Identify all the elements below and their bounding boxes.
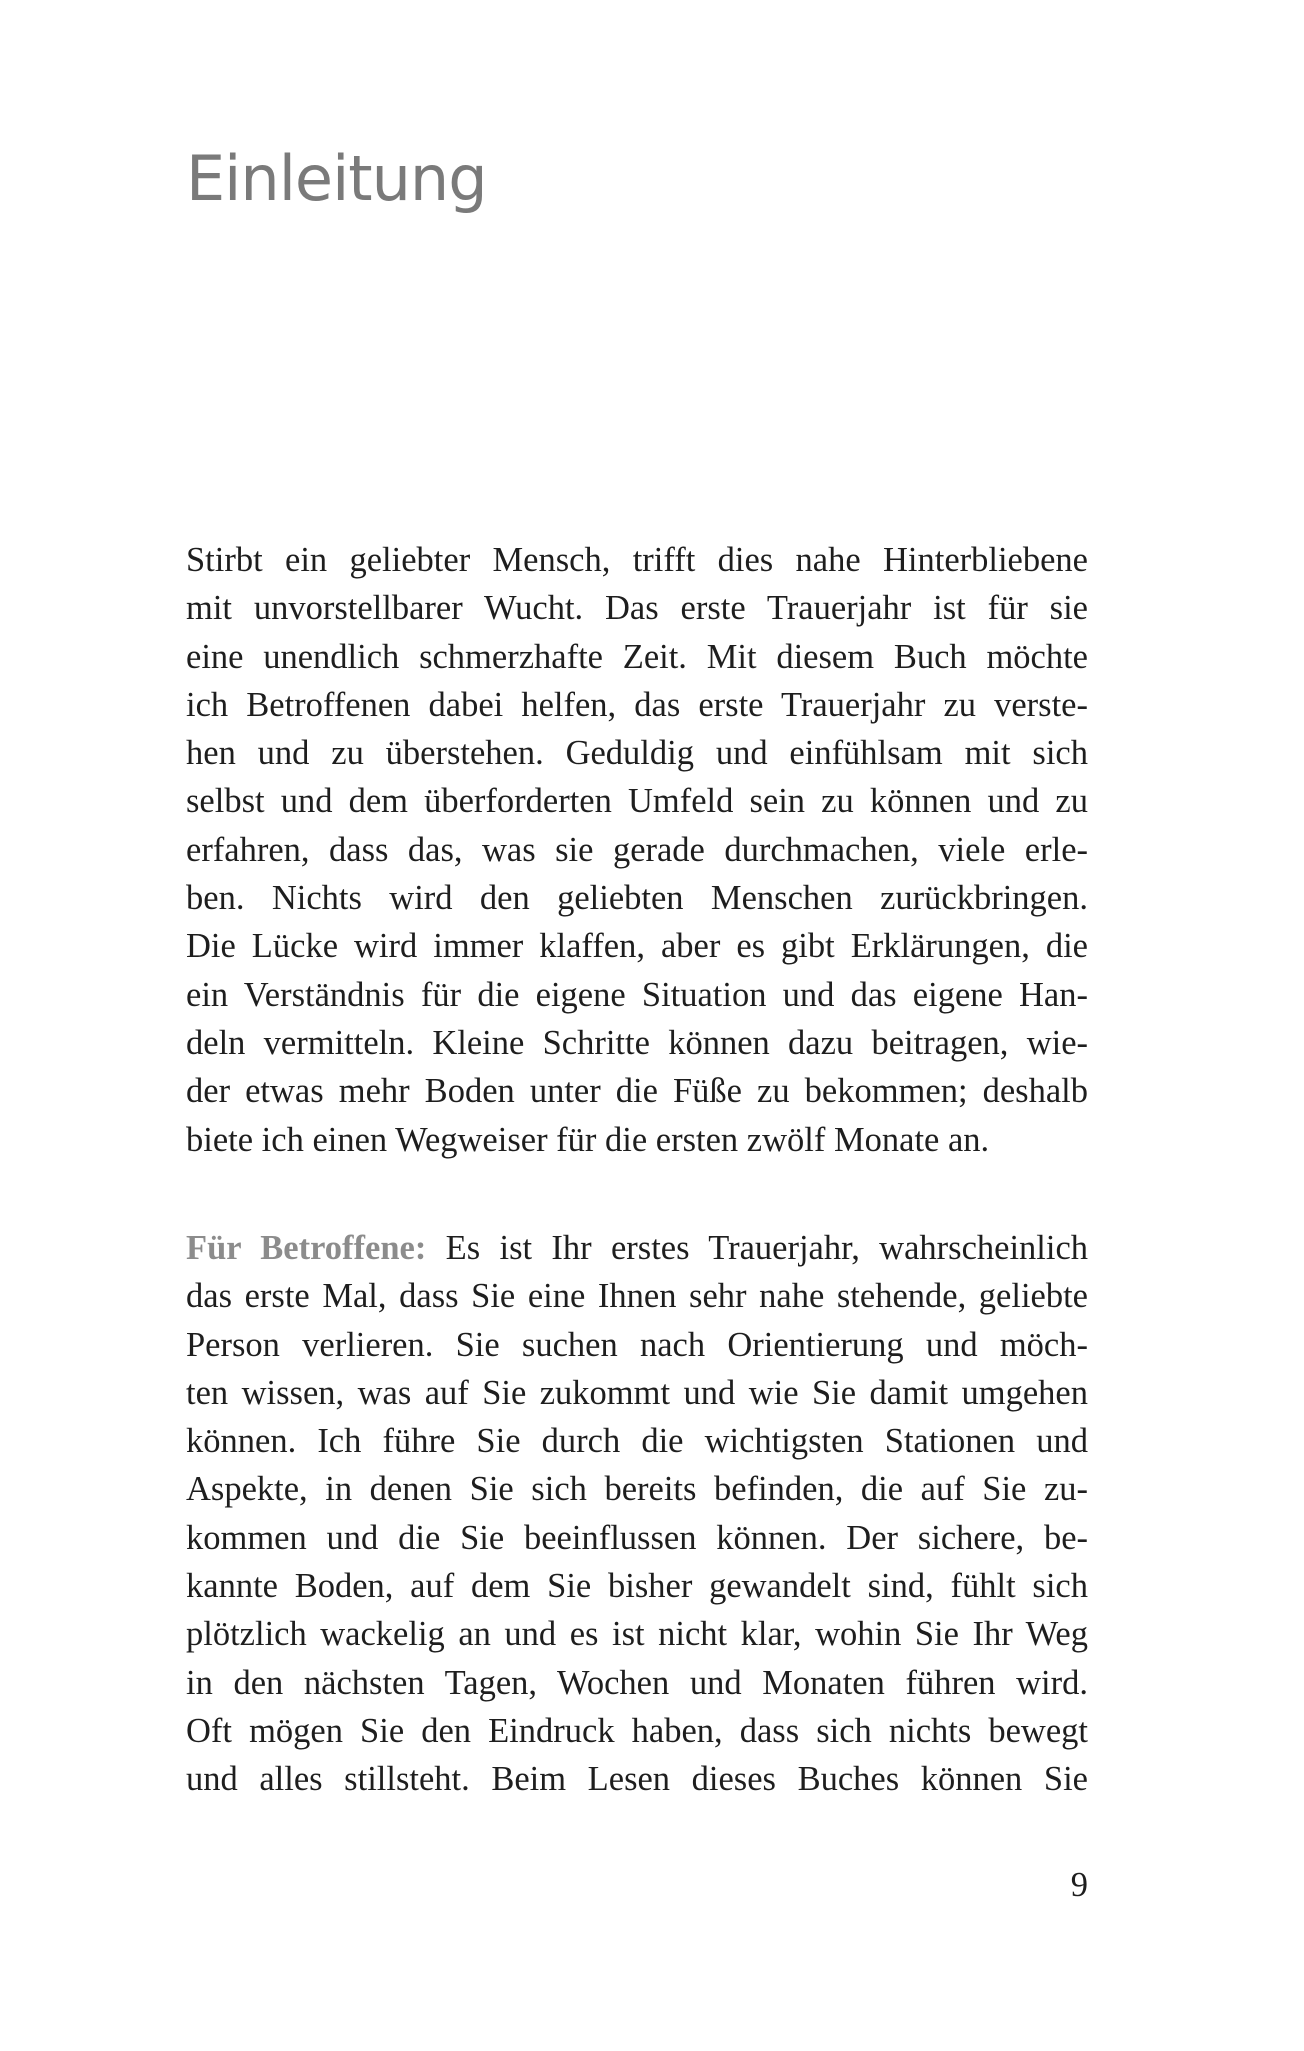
text-line: der etwas mehr Boden unter die Füße zu bekommen; deshalb (186, 1072, 1088, 1111)
text-line: Oft mögen Sie den Eindruck haben, dass sich nichts bewegt (186, 1711, 1088, 1750)
text-line (186, 1224, 1088, 1272)
text-line: und alles stillsteht. Beim Lesen dieses Buches können Sie (186, 1760, 1088, 1799)
text-line: können. Ich führe Sie durch die wichtigsten Stationen und (186, 1422, 1088, 1461)
text-line: selbst und dem überforderten Umfeld sein zu können und zu (186, 782, 1088, 821)
page-number: 9 (1070, 1866, 1088, 1904)
text-line: plötzlich wackelig an und es ist nicht klar, wohin Sie Ihr Weg (186, 1615, 1088, 1654)
text-line: kannte Boden, auf dem Sie bisher gewandelt sind, fühlt sich (186, 1567, 1088, 1606)
text-line: ich Betroffenen dabei helfen, das erste Trauerjahr zu verste- (186, 685, 1088, 724)
chapter-title: Einleitung (186, 142, 487, 215)
text-line: deln vermitteln. Kleine Schritte können dazu beitragen, wie- (186, 1023, 1088, 1062)
text-line: ein Verständnis für die eigene Situation und das eigene Han- (186, 975, 1088, 1014)
text-line: Stirbt ein geliebter Mensch, trifft dies nahe Hinterbliebene (186, 541, 1088, 579)
intro-paragraph (186, 536, 1088, 1164)
affected-readers-paragraph (186, 1224, 1088, 1804)
text-line: das erste Mal, dass Sie eine Ihnen sehr nahe stehende, geliebte (186, 1277, 1088, 1316)
text-line: Aspekte, in denen Sie sich bereits befinden, die auf Sie zu- (186, 1470, 1088, 1509)
text-line: biete ich einen Wegweiser für die ersten zwölf Monate an. (186, 1120, 990, 1159)
text-line: Person verlieren. Sie suchen nach Orientierung und möch- (186, 1325, 1088, 1364)
text-line: eine unendlich schmerzhafte Zeit. Mit diesem Buch möchte (186, 637, 1088, 676)
text-line: hen und zu überstehen. Geduldig und einfühlsam mit sich (186, 734, 1088, 773)
text-line-rest: Es ist Ihr erstes Trauerjahr, wahrscheinlich (426, 1229, 1089, 1267)
lead-in-label: Für Betroffene: (186, 1229, 427, 1267)
text-line: Die Lücke wird immer klaffen, aber es gibt Erklärungen, die (186, 927, 1088, 966)
text-line: ben. Nichts wird den geliebten Menschen zurückbringen. (186, 879, 1088, 918)
text-line: kommen und die Sie beeinflussen können. Der sichere, be- (186, 1518, 1088, 1557)
text-line: erfahren, dass das, was sie gerade durchmachen, viele erle- (186, 830, 1088, 869)
text-line: in den nächsten Tagen, Wochen und Monaten führen wird. (186, 1663, 1088, 1702)
text-line: mit unvorstellbarer Wucht. Das erste Trauerjahr ist für sie (186, 589, 1088, 628)
text-line: ten wissen, was auf Sie zukommt und wie Sie damit umgehen (186, 1373, 1088, 1412)
